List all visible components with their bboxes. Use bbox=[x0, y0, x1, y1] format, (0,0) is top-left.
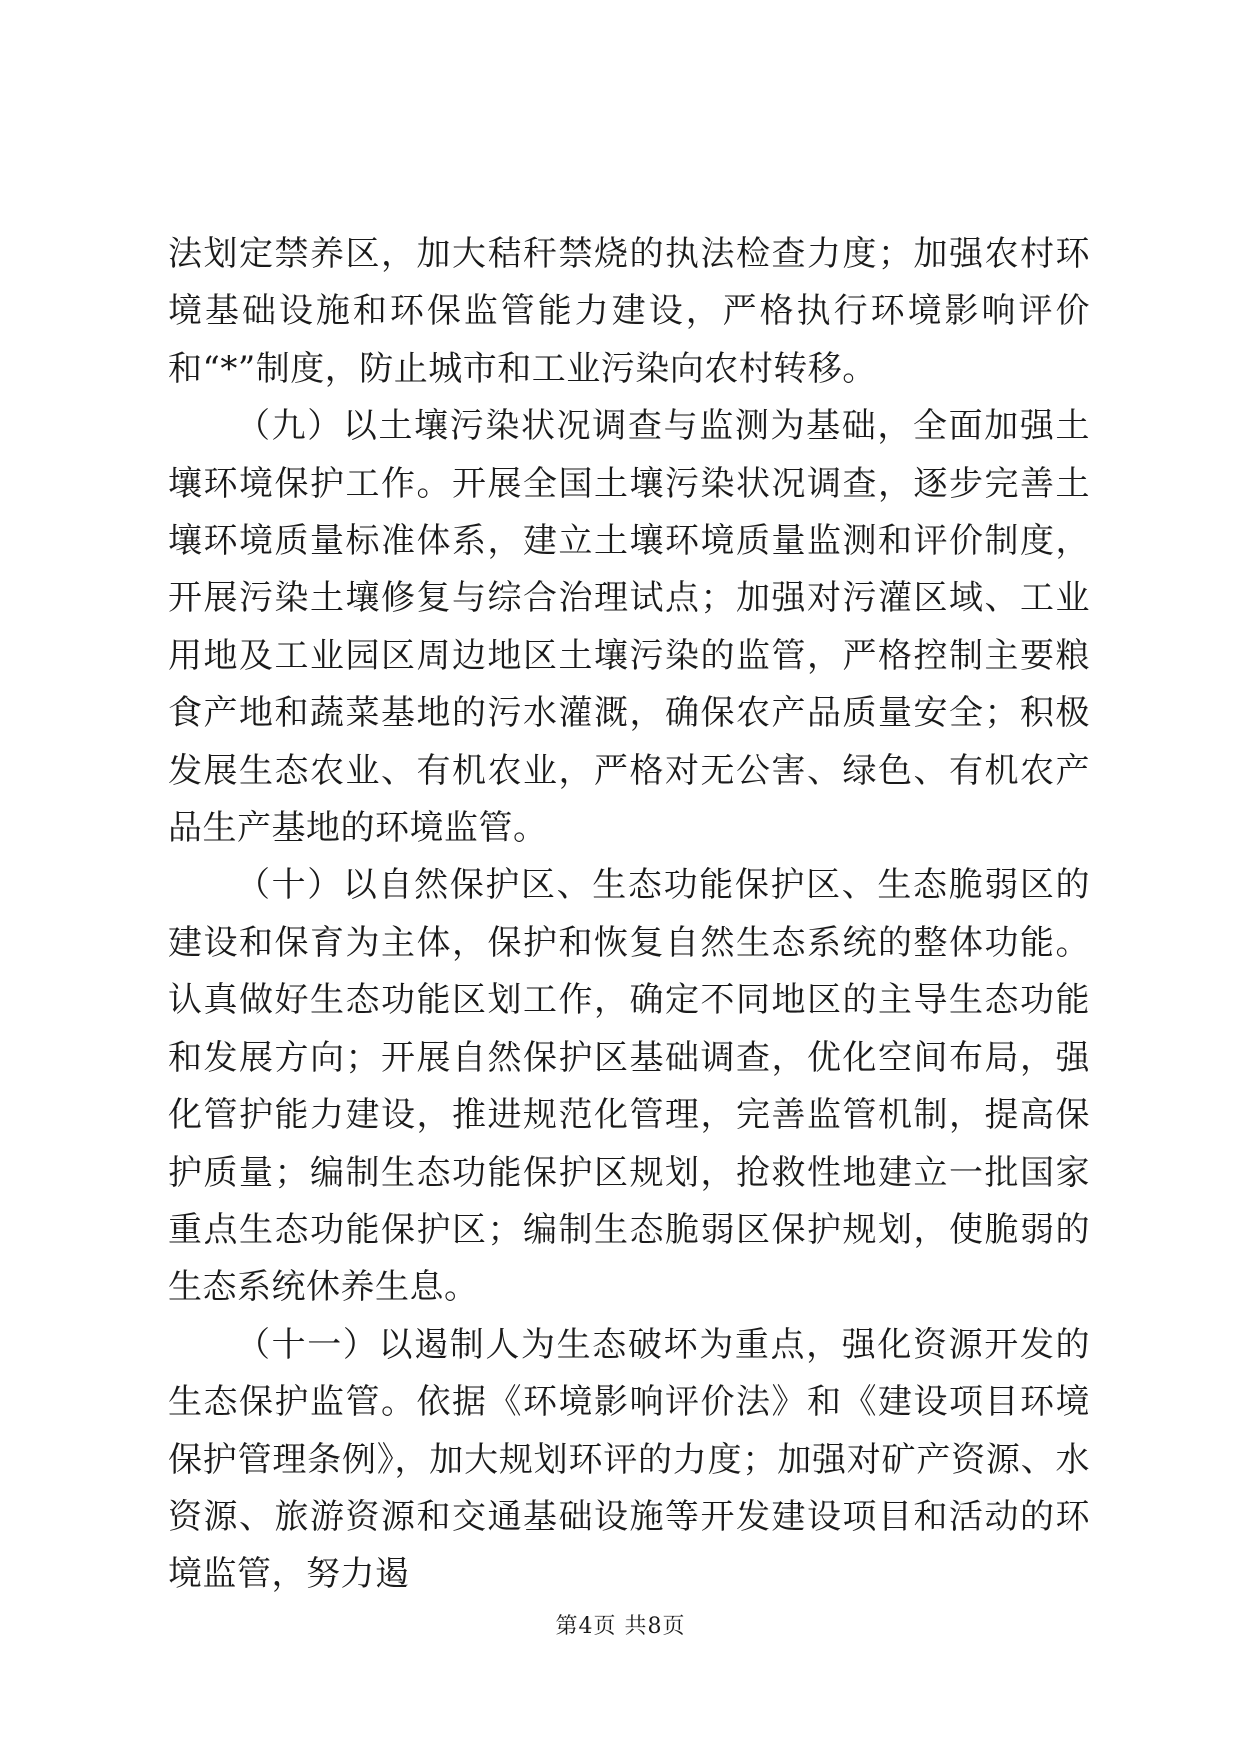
paragraph-section-11: （十一）以遏制人为生态破坏为重点，强化资源开发的生态保护监管。依据《环境影响评价法》和《建设项目环境保护管理条例》，加大规划环评的力度；加强对矿产资源、水资源、旅游资源和交通基础设施等开发建设项目和活动的环境监管，努力遏 bbox=[168, 1324, 1090, 1595]
paragraph-section-9: （九）以土壤污染状况调查与监测为基础，全面加强土壤环境保护工作。开展全国土壤污染状况调查，逐步完善土壤环境质量标准体系，建立土壤环境质量监测和评价制度，开展污染土壤修复与综合治理试点；加强对污灌区域、工业用地及工业园区周边地区土壤污染的监管，严格控制主要粮食产地和蔬菜基地的污水灌溉，确保农产品质量安全；积极发展生态农业、有机农业，严格对无公害、绿色、有机农产品生产基地的环境监管。 bbox=[168, 406, 1090, 849]
paragraph-section-10: （十）以自然保护区、生态功能保护区、生态脆弱区的建设和保育为主体，保护和恢复自然生态系统的整体功能。认真做好生态功能区划工作，确定不同地区的主导生态功能和发展方向；开展自然保护区基础调查，优化空间布局，强化管护能力建设，推进规范化管理，完善监管机制，提高保护质量；编制生态功能保护区规划，抢救性地建立一批国家重点生态功能保护区；编制生态脆弱区保护规划，使脆弱的生态系统休养生息。 bbox=[168, 865, 1090, 1308]
page-footer: 第4页 共8页 bbox=[555, 1614, 686, 1639]
document-body bbox=[168, 226, 1090, 1604]
paragraph-continued: 法划定禁养区，加大秸秆禁烧的执法检查力度；加强农村环境基础设施和环保监管能力建设，严格执行环境影响评价和“*”制度，防止城市和工业污染向农村转移。 bbox=[168, 234, 1090, 389]
